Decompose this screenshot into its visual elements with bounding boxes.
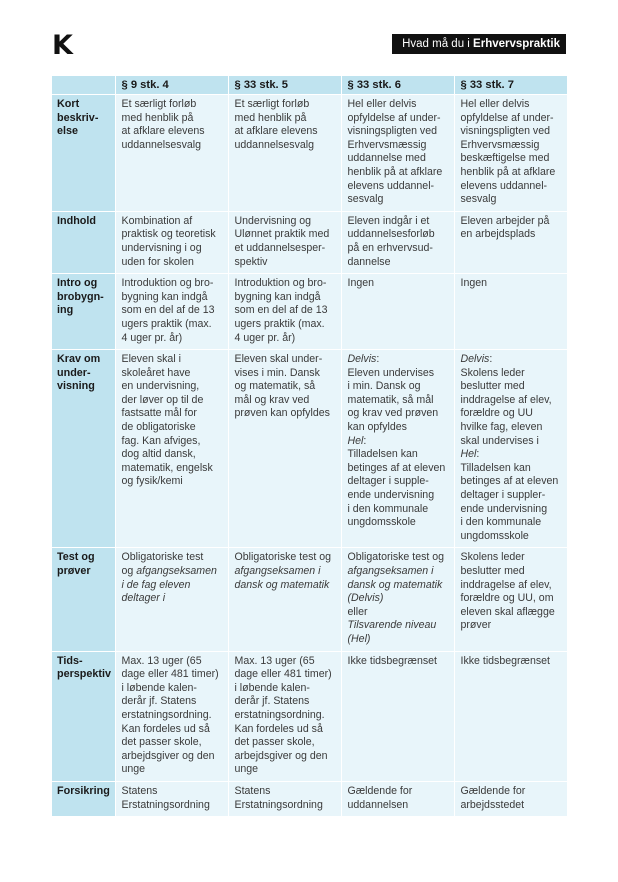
- row-header-label: Test og prøver: [57, 551, 95, 577]
- table-cell: [454, 548, 567, 651]
- column-header: § 33 stk. 5: [228, 76, 341, 95]
- column-header: § 9 stk. 4: [115, 76, 228, 95]
- cell-text: [348, 551, 450, 646]
- row-header: [52, 548, 115, 651]
- table-cell: [115, 781, 228, 816]
- row-header: [52, 211, 115, 273]
- cell-text-segment: Introduktion og bro- bygning kan indgå som en del af de 13 ugers praktik (max. 4 uger pr. år): [121, 277, 215, 344]
- table-cell: [454, 781, 567, 816]
- table-row: [52, 274, 567, 350]
- cell-text: [122, 353, 224, 489]
- cell-text: [348, 98, 450, 207]
- cell-text: [122, 277, 224, 345]
- cell-text-segment: Et særligt forløb med henblik på at afklare elevens uddannelsesvalg: [121, 98, 205, 151]
- table-cell: [228, 350, 341, 548]
- table-cell: [115, 350, 228, 548]
- banner-title: Erhvervspraktik: [473, 38, 560, 50]
- cell-text: [235, 98, 337, 152]
- cell-text: [235, 353, 337, 421]
- cell-text-segment: Gældende for uddannelsen: [347, 784, 413, 811]
- cell-text-segment: Obligatoriske test og: [234, 551, 332, 564]
- cell-text-segment: Gældende for arbejdsstedet: [460, 784, 526, 811]
- cell-text: [461, 215, 563, 242]
- cell-text-italic: afgangseksamen i de fag eleven deltager i: [121, 565, 217, 605]
- cell-text: [461, 98, 563, 207]
- cell-text-segment: Statens Erstatningsordning: [121, 784, 210, 811]
- cell-text-segment: Ingen: [460, 277, 488, 290]
- cell-text: [461, 353, 563, 543]
- cell-text: [348, 785, 450, 812]
- cell-text: [122, 655, 224, 777]
- table-cell: [341, 350, 454, 548]
- table-row: [52, 781, 567, 816]
- cell-text-segment: Hel eller delvis opfyldelse af under- visningspligten ved Erhvervsmæssig beskæftigelse med henblik på at afklare elevens uddannel- sesvalg: [460, 98, 556, 206]
- table-row: [52, 211, 567, 273]
- cell-text-segment: Ikke tidsbegrænset: [460, 654, 551, 667]
- row-header: [52, 274, 115, 350]
- table-cell: [228, 274, 341, 350]
- cell-text-italic: Hel: [347, 434, 364, 447]
- cell-text-segment: Obligatoriske test og: [121, 551, 204, 577]
- cell-text-segment: Eleven skal i skoleåret have en undervisning, der løver op til de fastsatte mål for de obligatoriske fag. Kan afviges, dog altid dansk, matematik, engelsk og fysik/kemi: [121, 353, 213, 488]
- table-cell: [228, 95, 341, 212]
- cell-text-italic: afgangseksamen i dansk og matematik: [234, 565, 330, 591]
- row-header-label: Krav om under- visning: [57, 353, 101, 393]
- cell-text-segment: Eleven skal under- vises i min. Dansk og matematik, så mål og krav ved prøven kan opfyldes: [234, 353, 330, 420]
- cell-text-segment: Ingen: [347, 277, 375, 290]
- table-cell: [115, 651, 228, 781]
- cell-text: [235, 215, 337, 269]
- column-header: § 33 stk. 7: [454, 76, 567, 95]
- cell-text: [348, 655, 450, 669]
- cell-text-italic: Delvis: [460, 353, 490, 366]
- cell-text: [122, 98, 224, 152]
- table-cell: [341, 651, 454, 781]
- cell-text-segment: Introduktion og bro- bygning kan indgå som en del af de 13 ugers praktik (max. 4 uger pr. år): [234, 277, 328, 344]
- table-cell: [454, 350, 567, 548]
- corner-cell: [52, 76, 115, 95]
- table-body: [52, 95, 567, 817]
- cell-text-italic: Hel: [460, 448, 477, 461]
- cell-text-segment: : Eleven undervises i min. Dansk og matematik, så mål og krav ved prøven kan opfyldes: [347, 353, 439, 434]
- cell-text-segment: Ikke tidsbegrænset: [347, 654, 438, 667]
- table-cell: [341, 781, 454, 816]
- cell-text-segment: eller: [347, 605, 368, 618]
- cell-text-segment: : Tilladelsen kan betinges af at eleven deltager i supple- ende undervisning i den kommunale ungdomsskole: [347, 434, 446, 529]
- cell-text-segment: : Skolens leder beslutter med inddragelse af elev, forældre og UU hvilke fag, eleven skal undervises i: [460, 353, 552, 447]
- cell-text-segment: Eleven arbejder på en arbejdsplads: [460, 214, 550, 241]
- row-header-label: Tids- perspektiv: [57, 654, 112, 681]
- table-cell: [341, 548, 454, 651]
- cell-text-segment: Eleven indgår i et uddannelsesforløb på en erhvervsud- dannelse: [347, 214, 435, 268]
- cell-text-segment: Et særligt forløb med henblik på at afklare elevens uddannelsesvalg: [234, 98, 318, 151]
- table-cell: [454, 651, 567, 781]
- table-row: [52, 350, 567, 548]
- row-header: [52, 781, 115, 816]
- table-cell: [115, 274, 228, 350]
- cell-text: [348, 277, 450, 291]
- cell-text: [461, 551, 563, 633]
- cell-text: [348, 215, 450, 269]
- cell-text: [235, 277, 337, 345]
- cell-text-segment: : Tilladelsen kan betinges af at eleven deltager i suppler- ende undervisning i den kommunale ungdomsskole: [460, 448, 559, 542]
- cell-text: [461, 277, 563, 291]
- cell-text: [461, 655, 563, 669]
- table-cell: [228, 781, 341, 816]
- cell-text: [235, 551, 337, 592]
- cell-text: [122, 215, 224, 269]
- table-cell: [341, 211, 454, 273]
- table-cell: [454, 274, 567, 350]
- row-header-label: Kort beskriv- else: [57, 98, 99, 138]
- table-cell: [115, 95, 228, 212]
- cell-text: [122, 785, 224, 812]
- table-cell: [228, 651, 341, 781]
- cell-text: [122, 551, 224, 605]
- row-header: [52, 95, 115, 212]
- row-header: [52, 651, 115, 781]
- comparison-table: [52, 76, 568, 817]
- cell-text-segment: Max. 13 uger (65 dage eller 481 timer) i løbende kalen- derår jf. Statens erstatningsordning. Kan fordeles ud så det passer skole, arbejdsgiver og den unge: [121, 654, 219, 776]
- cell-text-segment: Undervisning og Ulønnet praktik med et uddannelsesper- spektiv: [234, 214, 330, 268]
- table-cell: [228, 211, 341, 273]
- column-header: § 33 stk. 6: [341, 76, 454, 95]
- cell-text: [235, 785, 337, 812]
- cell-text-segment: Skolens leder beslutter med inddragelse af elev, forældre og UU, om eleven skal aflægge prøver: [460, 551, 555, 632]
- cell-text: [348, 353, 450, 530]
- cell-text-segment: Max. 13 uger (65 dage eller 481 timer) i løbende kalen- derår jf. Statens erstatningsordning. Kan fordeles ud så det passer skole, arbejdsgiver og den unge: [234, 654, 332, 776]
- cell-text-segment: Obligatoriske test og: [347, 551, 445, 564]
- row-header-label: Intro og brobygn- ing: [57, 277, 104, 317]
- banner-prefix: Hvad må du i: [402, 38, 474, 50]
- table-cell: [454, 211, 567, 273]
- cell-text: [235, 655, 337, 777]
- table-cell: [341, 95, 454, 212]
- row-header: [52, 350, 115, 548]
- cell-text-segment: Statens Erstatningsordning: [234, 784, 323, 811]
- table-cell: [341, 274, 454, 350]
- cell-text-italic: Tilsvarende niveau (Hel): [347, 619, 437, 645]
- section-banner: [392, 34, 566, 54]
- section-letter: K: [52, 30, 73, 61]
- table-cell: [454, 95, 567, 212]
- cell-text-segment: Hel eller delvis opfyldelse af under- visningspligten ved Erhvervsmæssig uddannelse med henblik på at afklare elevens uddannel- sesvalg: [347, 98, 443, 206]
- table-row: [52, 651, 567, 781]
- cell-text-segment: Kombination af praktisk og teoretisk undervisning i og uden for skolen: [121, 214, 216, 268]
- cell-text-italic: Delvis: [347, 353, 377, 366]
- table-cell: [115, 548, 228, 651]
- cell-text-italic: afgangseksamen i dansk og matematik (Delvis): [347, 565, 443, 605]
- table-row: [52, 548, 567, 651]
- table-cell: [228, 548, 341, 651]
- cell-text: [461, 785, 563, 812]
- table-row: [52, 95, 567, 212]
- row-header-label: Forsikring: [57, 784, 110, 797]
- header-row: [52, 76, 567, 95]
- table-cell: [115, 211, 228, 273]
- row-header-label: Indhold: [57, 214, 96, 227]
